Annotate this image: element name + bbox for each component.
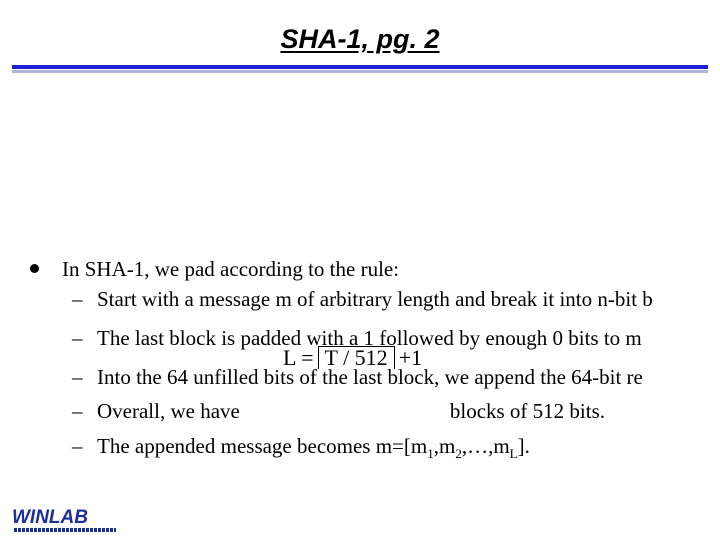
sub-item-text: Start with a message m of arbitrary length and break it into n-bit b [97,287,653,311]
subscript-2: 2 [455,446,462,461]
dash-icon: – [72,365,83,389]
dash-icon: – [72,326,83,350]
subscript-1: 1 [427,446,434,461]
formula-lhs: L = [283,345,314,370]
winlab-logo [12,508,118,534]
sub-item-4 [0,396,720,426]
sub-item-text-before: Overall, we have [97,399,240,423]
logo-text: WINLAB [12,507,88,528]
dash-icon: – [72,399,83,423]
title-rule-light [12,70,708,73]
bullet-item [0,254,720,284]
msg-suffix: ]. [517,434,530,458]
sub-item-text: Into the 64 unfilled bits of the last block, we append the 64-bit re [97,365,643,389]
title-rule-dark [12,65,708,69]
msg-sep-2: ,…,m [461,434,510,458]
sub-item-text [97,434,530,461]
bullet-dot-icon [30,264,39,273]
sub-item-text: The last block is padded with a 1 followed by enough 0 bits to m [97,326,642,350]
dash-icon: – [72,434,83,458]
bullet-text: In SHA-1, we pad according to the rule: [62,257,400,281]
ceiling-bracket [318,346,395,369]
sub-item-1 [0,284,720,314]
msg-prefix: The appended message becomes m=[m [97,434,428,458]
sub-item-5 [0,431,720,461]
formula-inner: T / 512 [324,345,388,370]
sub-item-text-after: blocks of 512 bits. [449,399,606,423]
msg-sep-1: ,m [433,434,456,458]
logo-tagline-stripe [14,528,116,532]
sub-item-text [97,399,605,424]
slide-title: SHA-1, pg. 2 [280,24,440,54]
subscript-l: L [509,446,518,461]
ceiling-formula [283,345,422,371]
formula-rhs: +1 [398,345,423,370]
dash-icon: – [72,287,83,311]
